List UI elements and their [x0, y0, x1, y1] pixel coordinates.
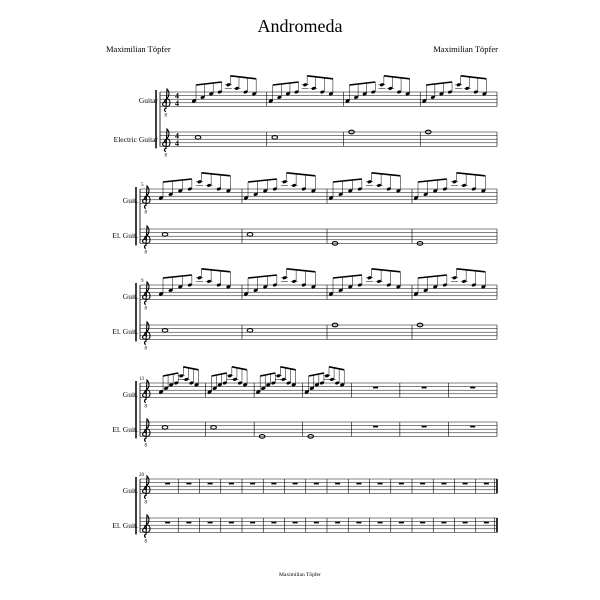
- eighth-note: [473, 90, 478, 94]
- label-guitar-short: Guit.: [122, 486, 138, 495]
- eighth-note: [226, 285, 231, 289]
- whole-note: [247, 329, 253, 333]
- eighth-note: [465, 86, 470, 90]
- eighth-note: [266, 383, 271, 387]
- eighth-note: [168, 192, 173, 196]
- treble-clef-icon: [143, 322, 150, 344]
- whole-rest: [356, 522, 361, 524]
- note-beam: [248, 275, 277, 278]
- note-beam: [248, 179, 277, 182]
- page-footer: Maximilian Töpfer: [279, 572, 321, 578]
- eighth-note: [338, 192, 343, 196]
- eighth-note: [482, 92, 487, 96]
- treble-clef-icon: [143, 515, 150, 537]
- note-beam: [333, 179, 362, 182]
- eighth-note: [345, 99, 350, 103]
- note-beam: [384, 76, 410, 79]
- note-beam: [457, 173, 486, 176]
- treble-clef-icon: [143, 476, 150, 498]
- eighth-note: [442, 187, 447, 191]
- eighth-note: [261, 386, 266, 390]
- treble-clef-icon: [143, 282, 150, 304]
- whole-rest: [399, 522, 404, 524]
- eighth-note: [178, 285, 183, 289]
- note-beam: [372, 269, 401, 272]
- eighth-note: [207, 390, 212, 394]
- eighth-note: [357, 283, 362, 287]
- note-beam: [232, 367, 247, 370]
- eighth-note: [319, 381, 324, 385]
- bar-number: 5: [141, 183, 144, 188]
- eighth-note: [197, 180, 202, 184]
- eighth-note: [377, 183, 382, 187]
- eighth-note: [386, 283, 391, 287]
- whole-rest: [293, 483, 298, 485]
- eighth-note: [207, 183, 212, 187]
- note-beam: [457, 269, 486, 272]
- eighth-note: [439, 92, 444, 96]
- whole-rest: [378, 483, 383, 485]
- clef-octave-mark: 8: [144, 539, 147, 545]
- eighth-note: [423, 192, 428, 196]
- eighth-note: [244, 196, 249, 200]
- eighth-note: [292, 183, 297, 187]
- eighth-note: [462, 183, 467, 187]
- whole-note: [272, 136, 278, 140]
- clef-octave-mark: 8: [144, 250, 147, 256]
- eighth-note: [277, 95, 282, 99]
- eighth-note: [367, 180, 372, 184]
- eighth-note: [164, 386, 169, 390]
- whole-rest: [373, 387, 378, 389]
- eighth-note: [433, 189, 438, 193]
- eighth-note: [481, 189, 486, 193]
- whole-rest: [314, 483, 319, 485]
- eighth-note: [414, 292, 419, 296]
- whole-rest: [373, 426, 378, 428]
- whole-note: [162, 329, 168, 333]
- note-beam: [202, 269, 231, 272]
- eighth-note: [354, 95, 359, 99]
- eighth-note: [216, 283, 221, 287]
- eighth-note: [362, 92, 367, 96]
- eighth-note: [243, 383, 248, 387]
- whole-rest: [399, 483, 404, 485]
- label-guitar-short: Guit.: [122, 390, 138, 399]
- eighth-note: [462, 279, 467, 283]
- eighth-note: [377, 279, 382, 283]
- whole-rest: [470, 387, 475, 389]
- eighth-note: [338, 288, 343, 292]
- eighth-note: [282, 180, 287, 184]
- whole-rest: [356, 483, 361, 485]
- clef-octave-mark: 8: [164, 153, 167, 159]
- eighth-note: [423, 288, 428, 292]
- time-signature-top: 4: [175, 131, 179, 141]
- eighth-note: [217, 383, 222, 387]
- eighth-note: [169, 383, 174, 387]
- whole-rest: [229, 522, 234, 524]
- eighth-note: [301, 283, 306, 287]
- whole-rest: [422, 387, 427, 389]
- treble-clef-icon: [143, 419, 150, 441]
- whole-rest: [186, 522, 191, 524]
- whole-rest: [484, 522, 489, 524]
- eighth-note: [271, 381, 276, 385]
- eighth-note: [422, 99, 427, 103]
- composer-right: Maximilian Töpfer: [433, 44, 498, 54]
- eighth-note: [325, 374, 330, 378]
- clef-octave-mark: 8: [144, 500, 147, 506]
- whole-rest: [271, 522, 276, 524]
- bar-number: 13: [139, 377, 144, 382]
- time-signature-bottom: 4: [175, 138, 179, 148]
- note-beam: [163, 373, 178, 376]
- whole-rest: [250, 483, 255, 485]
- treble-clef-icon: [143, 226, 150, 248]
- treble-clef-icon: [163, 89, 170, 111]
- eighth-note: [481, 285, 486, 289]
- whole-rest: [335, 483, 340, 485]
- eighth-note: [179, 374, 184, 378]
- note-beam: [163, 179, 192, 182]
- eighth-note: [430, 95, 435, 99]
- whole-rest: [422, 426, 427, 428]
- eighth-note: [272, 283, 277, 287]
- note-beam: [329, 367, 344, 370]
- eighth-note: [448, 90, 453, 94]
- eighth-note: [194, 383, 199, 387]
- eighth-note: [414, 196, 419, 200]
- eighth-note: [226, 189, 231, 193]
- eighth-note: [207, 279, 212, 283]
- eighth-note: [367, 276, 372, 280]
- eighth-note: [294, 90, 299, 94]
- whole-rest: [463, 522, 468, 524]
- eighth-note: [320, 90, 325, 94]
- eighth-note: [456, 83, 461, 87]
- eighth-note: [433, 285, 438, 289]
- note-beam: [273, 82, 299, 85]
- eighth-note: [253, 192, 258, 196]
- eighth-note: [159, 292, 164, 296]
- eighth-note: [335, 381, 340, 385]
- whole-rest: [229, 483, 234, 485]
- eighth-note: [217, 90, 222, 94]
- eighth-note: [178, 189, 183, 193]
- eighth-note: [379, 83, 384, 87]
- eighth-note: [263, 189, 268, 193]
- note-beam: [307, 76, 333, 79]
- eighth-note: [282, 276, 287, 280]
- eighth-note: [168, 288, 173, 292]
- eighth-note: [212, 386, 217, 390]
- whole-note: [162, 233, 168, 237]
- eighth-note: [452, 180, 457, 184]
- eighth-note: [442, 283, 447, 287]
- whole-rest: [250, 522, 255, 524]
- eighth-note: [187, 283, 192, 287]
- eighth-note: [197, 276, 202, 280]
- whole-rest: [208, 483, 213, 485]
- eighth-note: [397, 90, 402, 94]
- bar-number: 20: [139, 473, 144, 478]
- clef-octave-mark: 8: [144, 404, 147, 410]
- label-guitar-short: Guit.: [122, 196, 138, 205]
- treble-clef-icon: [143, 380, 150, 402]
- eighth-note: [252, 92, 257, 96]
- eighth-note: [396, 189, 401, 193]
- eighth-note: [226, 83, 231, 87]
- clef-octave-mark: 8: [144, 346, 147, 352]
- whole-rest: [165, 483, 170, 485]
- eighth-note: [329, 196, 334, 200]
- eighth-note: [388, 86, 393, 90]
- eighth-note: [311, 86, 316, 90]
- eighth-note: [222, 381, 227, 385]
- eighth-note: [348, 189, 353, 193]
- note-beam: [461, 76, 487, 79]
- composer-left: Maximilian Töpfer: [106, 44, 171, 54]
- eighth-note: [309, 386, 314, 390]
- label-guitar-short: Guit.: [122, 292, 138, 301]
- note-beam: [260, 373, 275, 376]
- eighth-note: [159, 390, 164, 394]
- whole-rest: [335, 522, 340, 524]
- eighth-note: [276, 374, 281, 378]
- eighth-note: [243, 90, 248, 94]
- eighth-note: [291, 383, 296, 387]
- whole-rest: [420, 522, 425, 524]
- treble-clef-icon: [163, 129, 170, 151]
- whole-rest: [470, 426, 475, 428]
- note-beam: [372, 173, 401, 176]
- piece-title: Andromeda: [257, 16, 343, 36]
- eighth-note: [174, 381, 179, 385]
- eighth-note: [357, 187, 362, 191]
- whole-rest: [463, 483, 468, 485]
- note-beam: [287, 269, 316, 272]
- eighth-note: [340, 383, 345, 387]
- eighth-note: [184, 377, 189, 381]
- eighth-note: [303, 83, 308, 87]
- eighth-note: [396, 285, 401, 289]
- note-beam: [183, 367, 198, 370]
- eighth-note: [330, 377, 335, 381]
- eighth-note: [234, 86, 239, 90]
- label-electric-guitar-short: El. Guit.: [112, 425, 138, 434]
- eighth-note: [386, 187, 391, 191]
- eighth-note: [452, 276, 457, 280]
- eighth-note: [304, 390, 309, 394]
- eighth-note: [311, 189, 316, 193]
- eighth-note: [314, 383, 319, 387]
- eighth-note: [253, 288, 258, 292]
- time-signature-top: 4: [175, 91, 179, 101]
- eighth-note: [328, 92, 333, 96]
- bar-number: 9: [141, 279, 144, 284]
- note-beam: [426, 82, 452, 85]
- clef-octave-mark: 8: [144, 306, 147, 312]
- whole-rest: [271, 483, 276, 485]
- whole-note: [195, 136, 201, 140]
- label-electric-guitar-short: El. Guit.: [112, 231, 138, 240]
- eighth-note: [301, 187, 306, 191]
- whole-note: [162, 426, 168, 430]
- whole-note: [211, 426, 217, 430]
- clef-octave-mark: 8: [164, 113, 167, 119]
- eighth-note: [244, 292, 249, 296]
- label-electric-guitar-short: El. Guit.: [112, 327, 138, 336]
- eighth-note: [263, 285, 268, 289]
- eighth-note: [286, 381, 291, 385]
- whole-note: [247, 233, 253, 237]
- treble-clef-icon: [143, 186, 150, 208]
- eighth-note: [256, 390, 261, 394]
- eighth-note: [268, 99, 273, 103]
- label-electric-guitar-short: El. Guit.: [112, 521, 138, 530]
- eighth-note: [405, 92, 410, 96]
- whole-rest: [314, 522, 319, 524]
- note-beam: [280, 367, 295, 370]
- time-signature-bottom: 4: [175, 98, 179, 108]
- eighth-note: [329, 292, 334, 296]
- note-beam: [230, 76, 256, 79]
- eighth-note: [292, 279, 297, 283]
- eighth-note: [232, 377, 237, 381]
- eighth-note: [285, 92, 290, 96]
- eighth-note: [189, 381, 194, 385]
- whole-rest: [293, 522, 298, 524]
- whole-rest: [208, 522, 213, 524]
- eighth-note: [227, 374, 232, 378]
- eighth-note: [272, 187, 277, 191]
- note-beam: [309, 373, 324, 376]
- note-beam: [212, 373, 227, 376]
- note-beam: [418, 179, 447, 182]
- label-electric-guitar-full: Electric Guitar: [113, 135, 158, 144]
- eighth-note: [209, 92, 214, 96]
- clef-octave-mark: 8: [144, 210, 147, 216]
- eighth-note: [238, 381, 243, 385]
- label-guitar-full: Guitar: [138, 96, 158, 105]
- whole-rest: [165, 522, 170, 524]
- eighth-note: [200, 95, 205, 99]
- note-beam: [202, 173, 231, 176]
- note-beam: [418, 275, 447, 278]
- whole-rest: [420, 483, 425, 485]
- eighth-note: [471, 283, 476, 287]
- whole-rest: [186, 483, 191, 485]
- eighth-note: [187, 187, 192, 191]
- clef-octave-mark: 8: [144, 443, 147, 449]
- eighth-note: [281, 377, 286, 381]
- whole-rest: [378, 522, 383, 524]
- eighth-note: [471, 187, 476, 191]
- eighth-note: [216, 187, 221, 191]
- note-beam: [333, 275, 362, 278]
- note-beam: [350, 82, 376, 85]
- eighth-note: [371, 90, 376, 94]
- whole-rest: [441, 483, 446, 485]
- whole-rest: [484, 483, 489, 485]
- whole-rest: [441, 522, 446, 524]
- note-beam: [287, 173, 316, 176]
- eighth-note: [159, 196, 164, 200]
- eighth-note: [348, 285, 353, 289]
- eighth-note: [311, 285, 316, 289]
- eighth-note: [192, 99, 197, 103]
- note-beam: [163, 275, 192, 278]
- note-beam: [196, 82, 222, 85]
